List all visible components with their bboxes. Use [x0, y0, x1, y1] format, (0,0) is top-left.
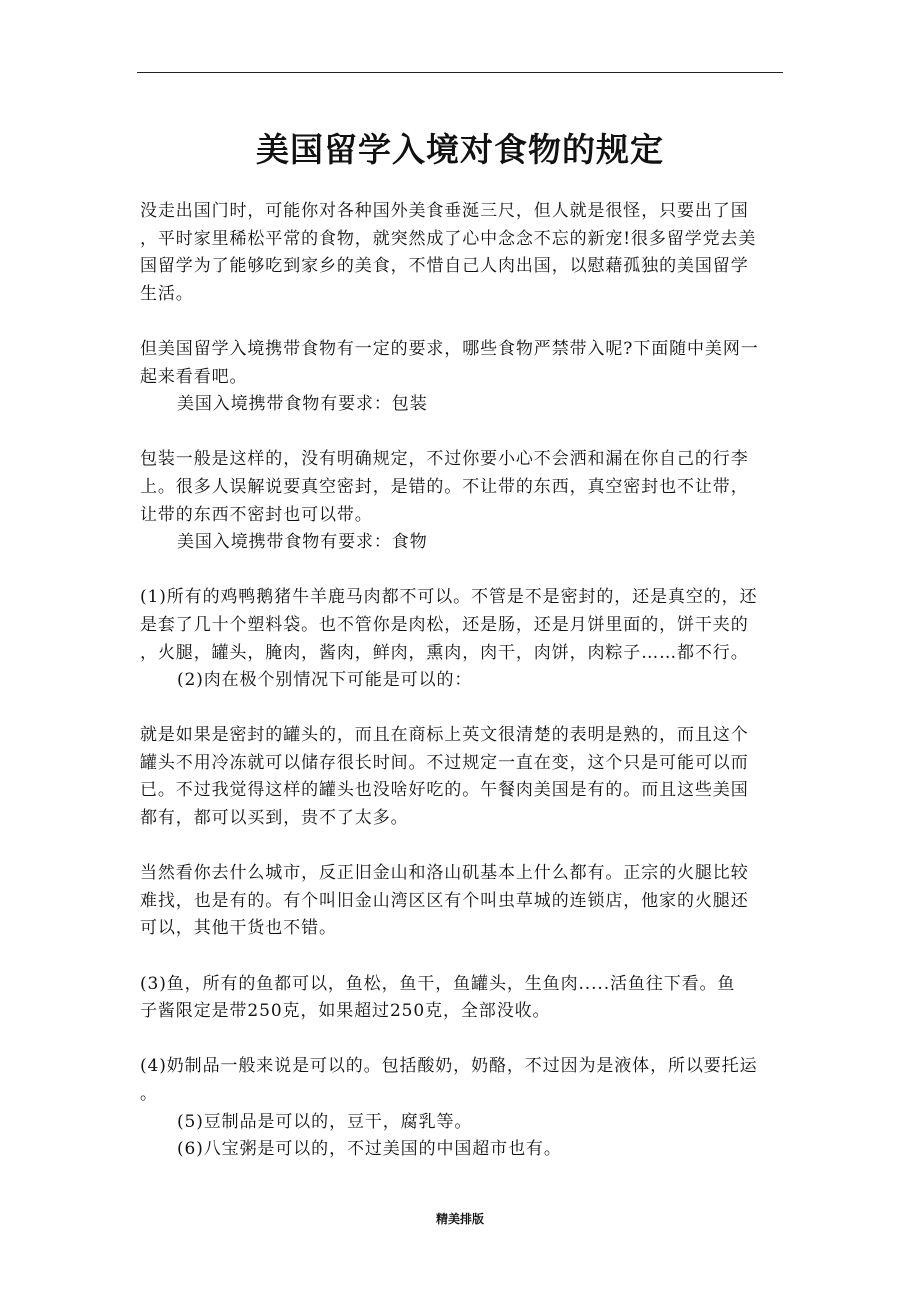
text-line: 生活。	[140, 283, 194, 304]
text-line: ，平时家里稀松平常的食物，就突然成了心中念念不忘的新宠!很多留学党去美	[140, 228, 757, 249]
text-line: 但美国留学入境携带食物有一定的要求，哪些食物严禁带入呢?下面随中美网一	[140, 338, 759, 359]
text-line: (3)鱼，所有的鱼都可以，鱼松，鱼干，鱼罐头，生鱼肉.....活鱼往下看。鱼	[140, 973, 736, 994]
blank-line	[140, 419, 800, 447]
text-line: (5)豆制品是可以的，豆干，腐乳等。	[177, 1111, 473, 1132]
text-line: 没走出国门时，可能你对各种国外美食垂涎三尺，但人就是很怪，只要出了国	[140, 201, 749, 221]
text-line: ，火腿，罐头，腌肉，酱肉，鲜肉，熏肉，肉干，肉饼，肉粽子……都不行。	[140, 642, 749, 663]
text-line: 难找，也是有的。有个叫旧金山湾区区有个叫虫草城的连锁店，他家的火腿还	[140, 890, 749, 911]
blank-line	[140, 943, 800, 971]
blank-line	[140, 833, 800, 861]
text-line: 子酱限定是带250克，如果超过250克，全部没收。	[140, 1001, 551, 1022]
document-body	[140, 198, 800, 1164]
text-line: 包装一般是这样的，没有明确规定，不过你要小心不会洒和漏在你自己的行李	[140, 449, 749, 470]
text-line: (1)所有的鸡鸭鹅猪牛羊鹿马肉都不可以。不管是不是密封的，还是真空的，还	[140, 587, 758, 608]
blank-line	[140, 695, 800, 723]
text-line: 罐头不用冷冻就可以储存很长时间。不过规定一直在变，这个只是可能可以而	[140, 752, 749, 773]
blank-line	[140, 557, 800, 585]
text-line: 是套了几十个塑料袋。也不管你是肉松，还是肠，还是月饼里面的，饼干夹的	[140, 614, 749, 635]
text-line: 都有，都可以买到，贵不了太多。	[140, 808, 409, 829]
document-title: 美国留学入境对食物的规定	[256, 130, 664, 169]
blank-line	[140, 308, 800, 336]
text-line: 起来看看吧。	[140, 366, 248, 387]
blank-line	[140, 1026, 800, 1054]
text-line: (2)肉在极个别情况下可能是可以的：	[177, 670, 473, 691]
text-line: 当然看你去什么城市，反正旧金山和洛山矶基本上什么都有。正宗的火腿比较	[140, 863, 749, 884]
text-line: (4)奶制品一般来说是可以的。包括酸奶，奶酪，不过因为是液体，所以要托运	[140, 1056, 758, 1077]
text-line: 可以，其他干货也不错。	[140, 918, 337, 939]
text-line: (6)八宝粥是可以的，不过美国的中国超市也有。	[177, 1139, 562, 1160]
text-line: 已。不过我觉得这样的罐头也没啥好吃的。午餐肉美国是有的。而且这些美国	[140, 780, 749, 801]
text-line: 就是如果是密封的罐头的，而且在商标上英文很清楚的表明是熟的，而且这个	[140, 725, 749, 746]
text-line: 上。很多人误解说要真空密封，是错的。不让带的东西，真空密封也不让带，	[140, 476, 749, 497]
header-rule	[137, 72, 783, 73]
section-heading: 美国入境携带食物有要求：包装	[177, 394, 428, 415]
text-line: 国留学为了能够吃到家乡的美食，不惜自己人肉出国，以慰藉孤独的美国留学	[140, 256, 749, 277]
text-line: 让带的东西不密封也可以带。	[140, 504, 373, 525]
text-line: 。	[140, 1084, 158, 1104]
section-heading: 美国入境携带食物有要求：食物	[177, 532, 428, 553]
page-footer: 精美排版	[435, 1212, 484, 1226]
